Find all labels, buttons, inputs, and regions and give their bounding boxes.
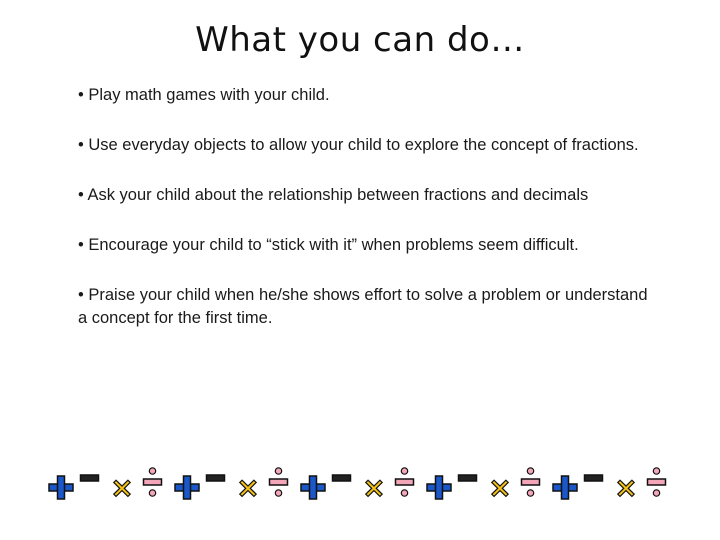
minus-symbol-icon bbox=[459, 475, 477, 481]
math-symbols-border bbox=[45, 462, 680, 502]
times-symbol-icon bbox=[488, 471, 511, 502]
divide-symbol-icon bbox=[522, 468, 540, 496]
times-symbol-icon bbox=[362, 471, 385, 502]
bullet-list bbox=[78, 84, 648, 357]
svg-text:×: × bbox=[614, 471, 638, 502]
times-symbol-icon bbox=[236, 471, 259, 502]
divide-symbol-icon bbox=[396, 468, 414, 496]
bullet-item: • Ask your child about the relationship between fractions and decimals bbox=[78, 186, 589, 204]
bullet-item: • Play math games with your child. bbox=[78, 86, 330, 104]
plus-symbol-icon bbox=[553, 476, 577, 499]
minus-symbol-icon bbox=[81, 475, 99, 481]
divide-symbol-icon bbox=[270, 468, 288, 496]
times-symbol-icon bbox=[110, 471, 133, 502]
slide-title: What you can do… bbox=[195, 20, 525, 60]
minus-symbol-icon bbox=[207, 475, 225, 481]
bullet-item: • Use everyday objects to allow your child to explore the concept of fractions. bbox=[78, 136, 639, 154]
plus-symbol-icon bbox=[49, 476, 73, 499]
svg-text:×: × bbox=[362, 471, 386, 502]
minus-symbol-icon bbox=[333, 475, 351, 481]
divide-symbol-icon bbox=[648, 468, 666, 496]
bullet-item: • Encourage your child to “stick with it” when problems seem difficult. bbox=[78, 236, 579, 254]
bullet-item: • Praise your child when he/she shows effort to solve a problem or understand a concept for the first time. bbox=[78, 286, 648, 327]
divide-symbol-icon bbox=[144, 468, 162, 496]
plus-symbol-icon bbox=[175, 476, 199, 499]
svg-text:×: × bbox=[488, 471, 512, 502]
svg-text:×: × bbox=[110, 471, 134, 502]
svg-text:×: × bbox=[236, 471, 260, 502]
minus-symbol-icon bbox=[585, 475, 603, 481]
times-symbol-icon bbox=[614, 471, 637, 502]
plus-symbol-icon bbox=[427, 476, 451, 499]
plus-symbol-icon bbox=[301, 476, 325, 499]
